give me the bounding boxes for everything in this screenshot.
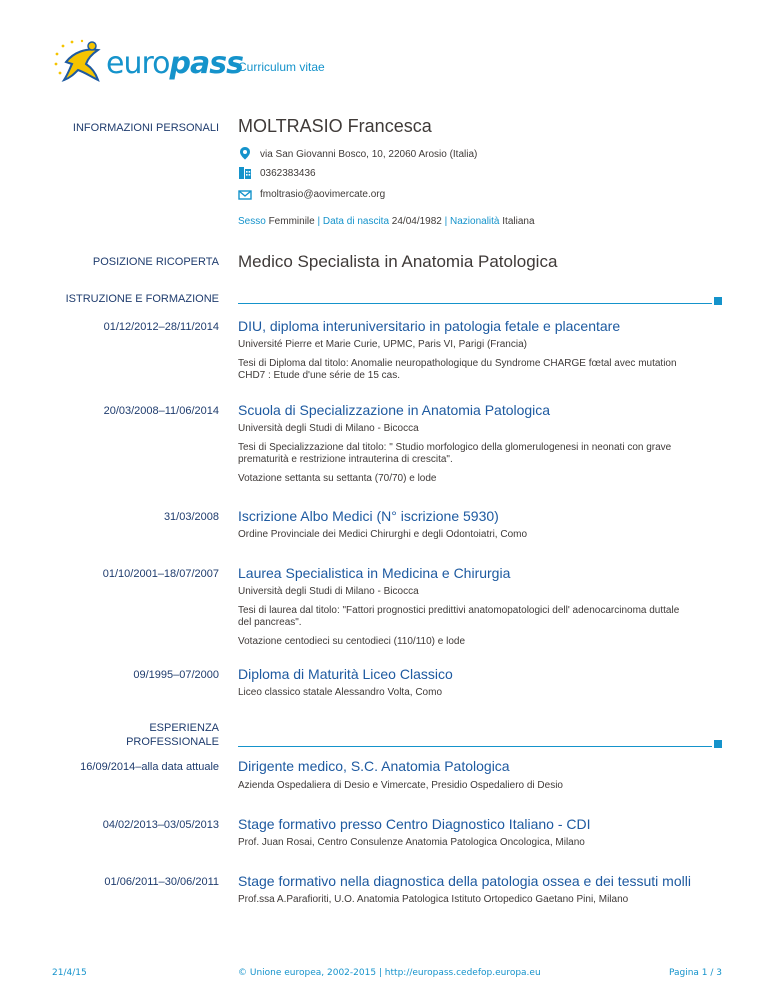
exp-org: Prof.ssa A.Parafioriti, U.O. Anatomia Patologica Istituto Ortopedico Gaetano Pini, Milano — [238, 894, 629, 905]
edu-title: Scuola di Specializzazione in Anatomia Patologica — [238, 402, 551, 418]
nationality-label: | Nazionalità — [444, 216, 500, 227]
edu-title: Iscrizione Albo Medici (N° iscrizione 5930) — [238, 508, 499, 524]
edu-thesis-line: del pancreas". — [238, 617, 302, 628]
edu-org: Liceo classico statale Alessandro Volta, Como — [238, 687, 442, 698]
nationality-value: Italiana — [502, 216, 535, 227]
section-label-experience-line1: ESPERIENZA — [149, 722, 219, 734]
logo-text-euro: euro — [106, 46, 170, 81]
europass-logo — [52, 38, 243, 86]
doc-title: Curriculum vitae — [238, 60, 325, 74]
edu-org: Università degli Studi di Milano - Bicocca — [238, 423, 419, 434]
exp-org: Azienda Ospedaliera di Desio e Vimercate, Presidio Ospedaliero di Desio — [238, 780, 563, 791]
person-name: MOLTRASIO Francesca — [238, 116, 432, 136]
footer-page-number: Pagina 1 / 3 — [668, 968, 722, 978]
email[interactable]: fmoltrasio@aovimercate.org — [260, 189, 386, 200]
personal-details-line — [238, 215, 535, 228]
edu-thesis-line: Tesi di Specializzazione dal titolo: " Studio morfologico della glomerulogenesi in neonati con grave — [238, 442, 672, 453]
phone: 0362383436 — [260, 168, 316, 179]
exp-title: Dirigente medico, S.C. Anatomia Patologica — [238, 758, 510, 774]
section-label-personal: INFORMAZIONI PERSONALI — [72, 122, 219, 134]
edu-title: Diploma di Maturità Liceo Classico — [238, 666, 453, 682]
section-divider — [238, 303, 712, 304]
exp-date: 01/06/2011–30/06/2011 — [104, 876, 219, 888]
footer-copyright[interactable]: © Unione europea, 2002-2015 | http://europass.cedefop.europa.eu — [238, 968, 541, 978]
edu-date: 01/10/2001–18/07/2007 — [102, 568, 219, 580]
section-marker — [714, 740, 722, 748]
edu-date: 31/03/2008 — [163, 511, 219, 523]
edu-grade: Votazione settanta su settanta (70/70) e lode — [238, 473, 437, 484]
birth-value: 24/04/1982 — [391, 216, 442, 227]
email-icon — [238, 188, 252, 202]
exp-title: Stage formativo presso Centro Diagnostico Italiano - CDI — [238, 816, 591, 832]
phone-icon — [238, 166, 252, 180]
edu-org: Università degli Studi di Milano - Bicocca — [238, 586, 419, 597]
section-label-position: POSIZIONE RICOPERTA — [92, 256, 219, 268]
edu-thesis-line: CHD7 : Etude d'une série de 15 cas. — [238, 370, 401, 381]
section-label-experience — [0, 721, 219, 749]
exp-date: 04/02/2013–03/05/2013 — [102, 819, 219, 831]
section-label-experience-line2: PROFESSIONALE — [126, 736, 219, 748]
edu-title: Laurea Specialistica in Medicina e Chirurgia — [238, 565, 511, 581]
edu-org: Université Pierre et Marie Curie, UPMC, Paris VI, Parigi (Francia) — [238, 339, 527, 350]
section-label-education: ISTRUZIONE E FORMAZIONE — [65, 293, 219, 305]
location-pin-icon — [238, 146, 252, 160]
edu-title: DIU, diploma interuniversitario in patologia fetale e placentare — [238, 318, 621, 334]
exp-date: 16/09/2014–alla data attuale — [80, 761, 219, 773]
edu-thesis-line: Tesi di laurea dal titolo: "Fattori prognostici predittivi anatomopatologici dell' adenocarcinoma duttale — [238, 605, 680, 616]
edu-thesis-line: prematurità e restrizione intrauterina di crescita". — [238, 454, 453, 465]
exp-org: Prof. Juan Rosai, Centro Consulenze Anatomia Patologica Oncologica, Milano — [238, 837, 585, 848]
edu-date: 01/12/2012–28/11/2014 — [103, 321, 219, 333]
footer-date: 21/4/15 — [52, 968, 87, 978]
birth-label: | Data di nascita — [317, 216, 390, 227]
edu-org: Ordine Provinciale dei Medici Chirurghi e degli Odontoiatri, Como — [238, 529, 528, 540]
section-divider — [238, 746, 712, 747]
sex-value: Femminile — [268, 216, 315, 227]
exp-title: Stage formativo nella diagnostica della patologia ossea e dei tessuti molli — [238, 873, 691, 889]
sex-label: Sesso — [238, 216, 266, 227]
edu-date: 20/03/2008–11/06/2014 — [103, 405, 219, 417]
logo-text-pass: pass — [169, 46, 243, 81]
address: via San Giovanni Bosco, 10, 22060 Arosio (Italia) — [260, 149, 478, 160]
europass-logo-figure — [52, 38, 108, 84]
position-value: Medico Specialista in Anatomia Patologica — [238, 252, 558, 271]
edu-date: 09/1995–07/2000 — [133, 669, 219, 681]
edu-thesis-line: Tesi di Diploma dal titolo: Anomalie neuropathologique du Syndrome CHARGE fœtal avec mutation — [238, 358, 677, 369]
edu-grade: Votazione centodieci su centodieci (110/110) e lode — [238, 636, 466, 647]
section-marker — [714, 297, 722, 305]
